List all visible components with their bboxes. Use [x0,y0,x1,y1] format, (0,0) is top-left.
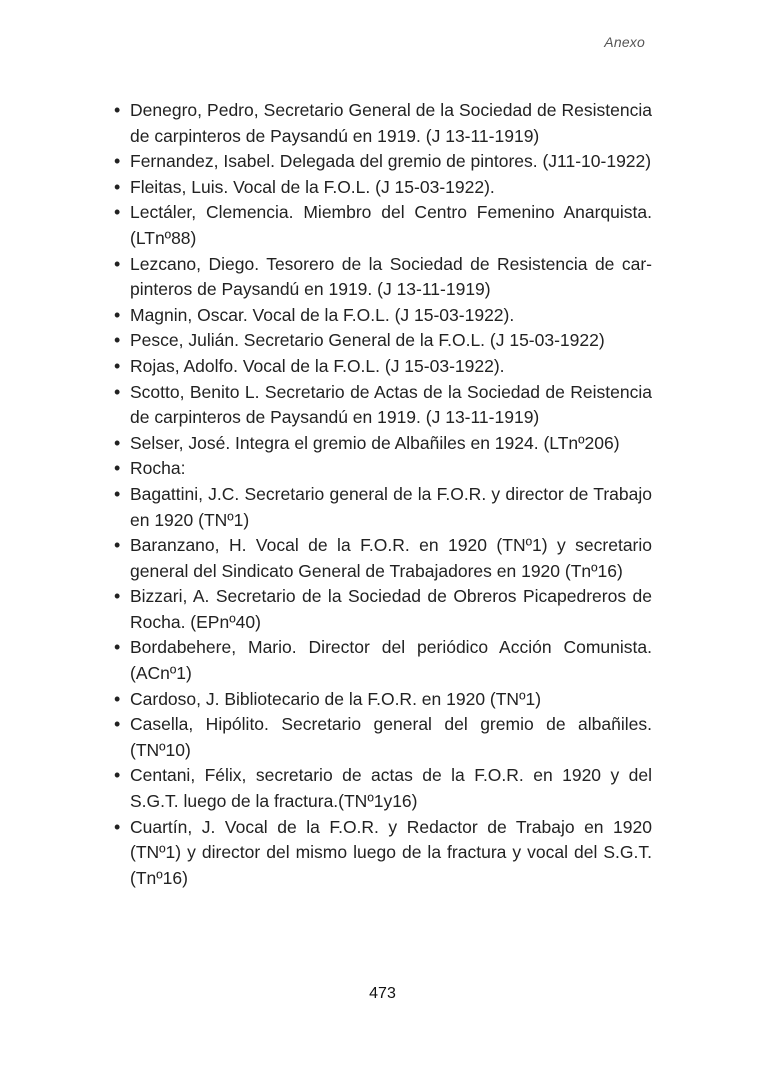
bullet-icon: • [114,304,121,325]
entry-text: Lectáler, Clemencia. Miembro del Centro Femenino Anarquista. (LTnº88) [130,202,652,248]
entry-text: Denegro, Pedro, Secretario General de la Sociedad de Resistencia de carpinteros de Paysandú en 1919. (J 13-11-1919) [130,100,652,146]
bullet-icon: • [114,637,121,658]
list-item [110,687,652,713]
bullet-icon: • [114,176,121,197]
bullet-icon: • [114,100,121,120]
list-item [110,252,652,303]
list-item [110,815,652,892]
list-item [110,712,652,763]
entry-text: Centani, Félix, secretario de actas de la F.O.R. en 1920 y del S.G.T. luego de la fractura.(TNº1y16) [130,765,652,812]
bullet-icon: • [114,535,121,556]
entry-text: Rocha: [130,458,186,479]
entry-list [110,98,652,891]
list-item [110,763,652,814]
list-item [110,482,652,533]
entry-text: Bordabehere, Mario. Director del periódico Acción Comunista. (ACnº1) [130,637,652,684]
list-item [110,380,652,431]
bullet-icon: • [114,816,121,837]
list-item [110,584,652,635]
bullet-icon: • [114,432,121,453]
bullet-icon: • [114,330,121,351]
entry-text: Fleitas, Luis. Vocal de la F.O.L. (J 15-03-1922). [130,176,495,197]
entry-text: Baranzano, H. Vocal de la F.O.R. en 1920 (TNº1) y secretario general del Sindicato General de Trabajadores en 1920 (Tnº16) [130,535,652,581]
list-item [110,635,652,686]
list-item [110,328,652,354]
entry-text: Bagattini, J.C. Secretario general de la F.O.R. y director de Trabajo en 1920 (TNº1) [130,483,652,530]
bullet-icon: • [114,586,121,607]
list-item [110,354,652,380]
entry-text: Magnin, Oscar. Vocal de la F.O.L. (J 15-03-1922). [130,304,515,325]
list-item [110,431,652,457]
bullet-icon: • [114,765,121,786]
entry-text: Selser, José. Integra el gremio de Albañiles en 1924. (LTnº206) [130,432,620,453]
entry-text: Lezcano, Diego. Tesorero de la Sociedad de Resistencia de carpinteros de Paysandú en 1919. (J 13-11-1919) [130,253,652,300]
entry-text: Cuartín, J. Vocal de la F.O.R. y Redactor de Trabajo en 1920 (TNº1) y director del mismo luego de la fractura y vocal del S.G.T.(Tnº16) [130,816,652,888]
list-item [110,303,652,329]
entry-text: Pesce, Julián. Secretario General de la F.O.L. (J 15-03-1922) [130,330,605,351]
entry-text: Casella, Hipólito. Secretario general del gremio de albañiles. (TNº10) [130,714,652,760]
bullet-icon: • [114,688,121,709]
entry-text: Bizzari, A. Secretario de la Sociedad de Obreros Picapedreros de Rocha. (EPnº40) [130,586,652,632]
list-item [110,175,652,201]
entry-text: Rojas, Adolfo. Vocal de la F.O.L. (J 15-03-1922). [130,355,505,376]
page-number: 473 [369,985,396,1002]
list-item [110,149,652,175]
bullet-icon: • [114,202,121,223]
entry-text: Fernandez, Isabel. Delegada del gremio de pintores. (J11-10-1922) [130,151,652,172]
bullet-icon: • [114,253,121,274]
list-item [110,98,652,149]
list-item [110,200,652,251]
entry-text: Cardoso, J. Bibliotecario de la F.O.R. en 1920 (TNº1) [130,688,542,709]
bullet-icon: • [114,381,121,402]
list-item [110,533,652,584]
bullet-icon: • [114,458,121,479]
running-header: Anexo [604,34,645,50]
list-item [110,456,652,482]
bullet-icon: • [114,355,121,376]
entry-text: Scotto, Benito L. Secretario de Actas de la Sociedad de Reistencia de carpinteros de Paysandú en 1919. (J 13-11-1919) [130,381,652,428]
bullet-icon: • [114,151,121,172]
bullet-icon: • [114,483,121,504]
bullet-icon: • [114,714,121,735]
